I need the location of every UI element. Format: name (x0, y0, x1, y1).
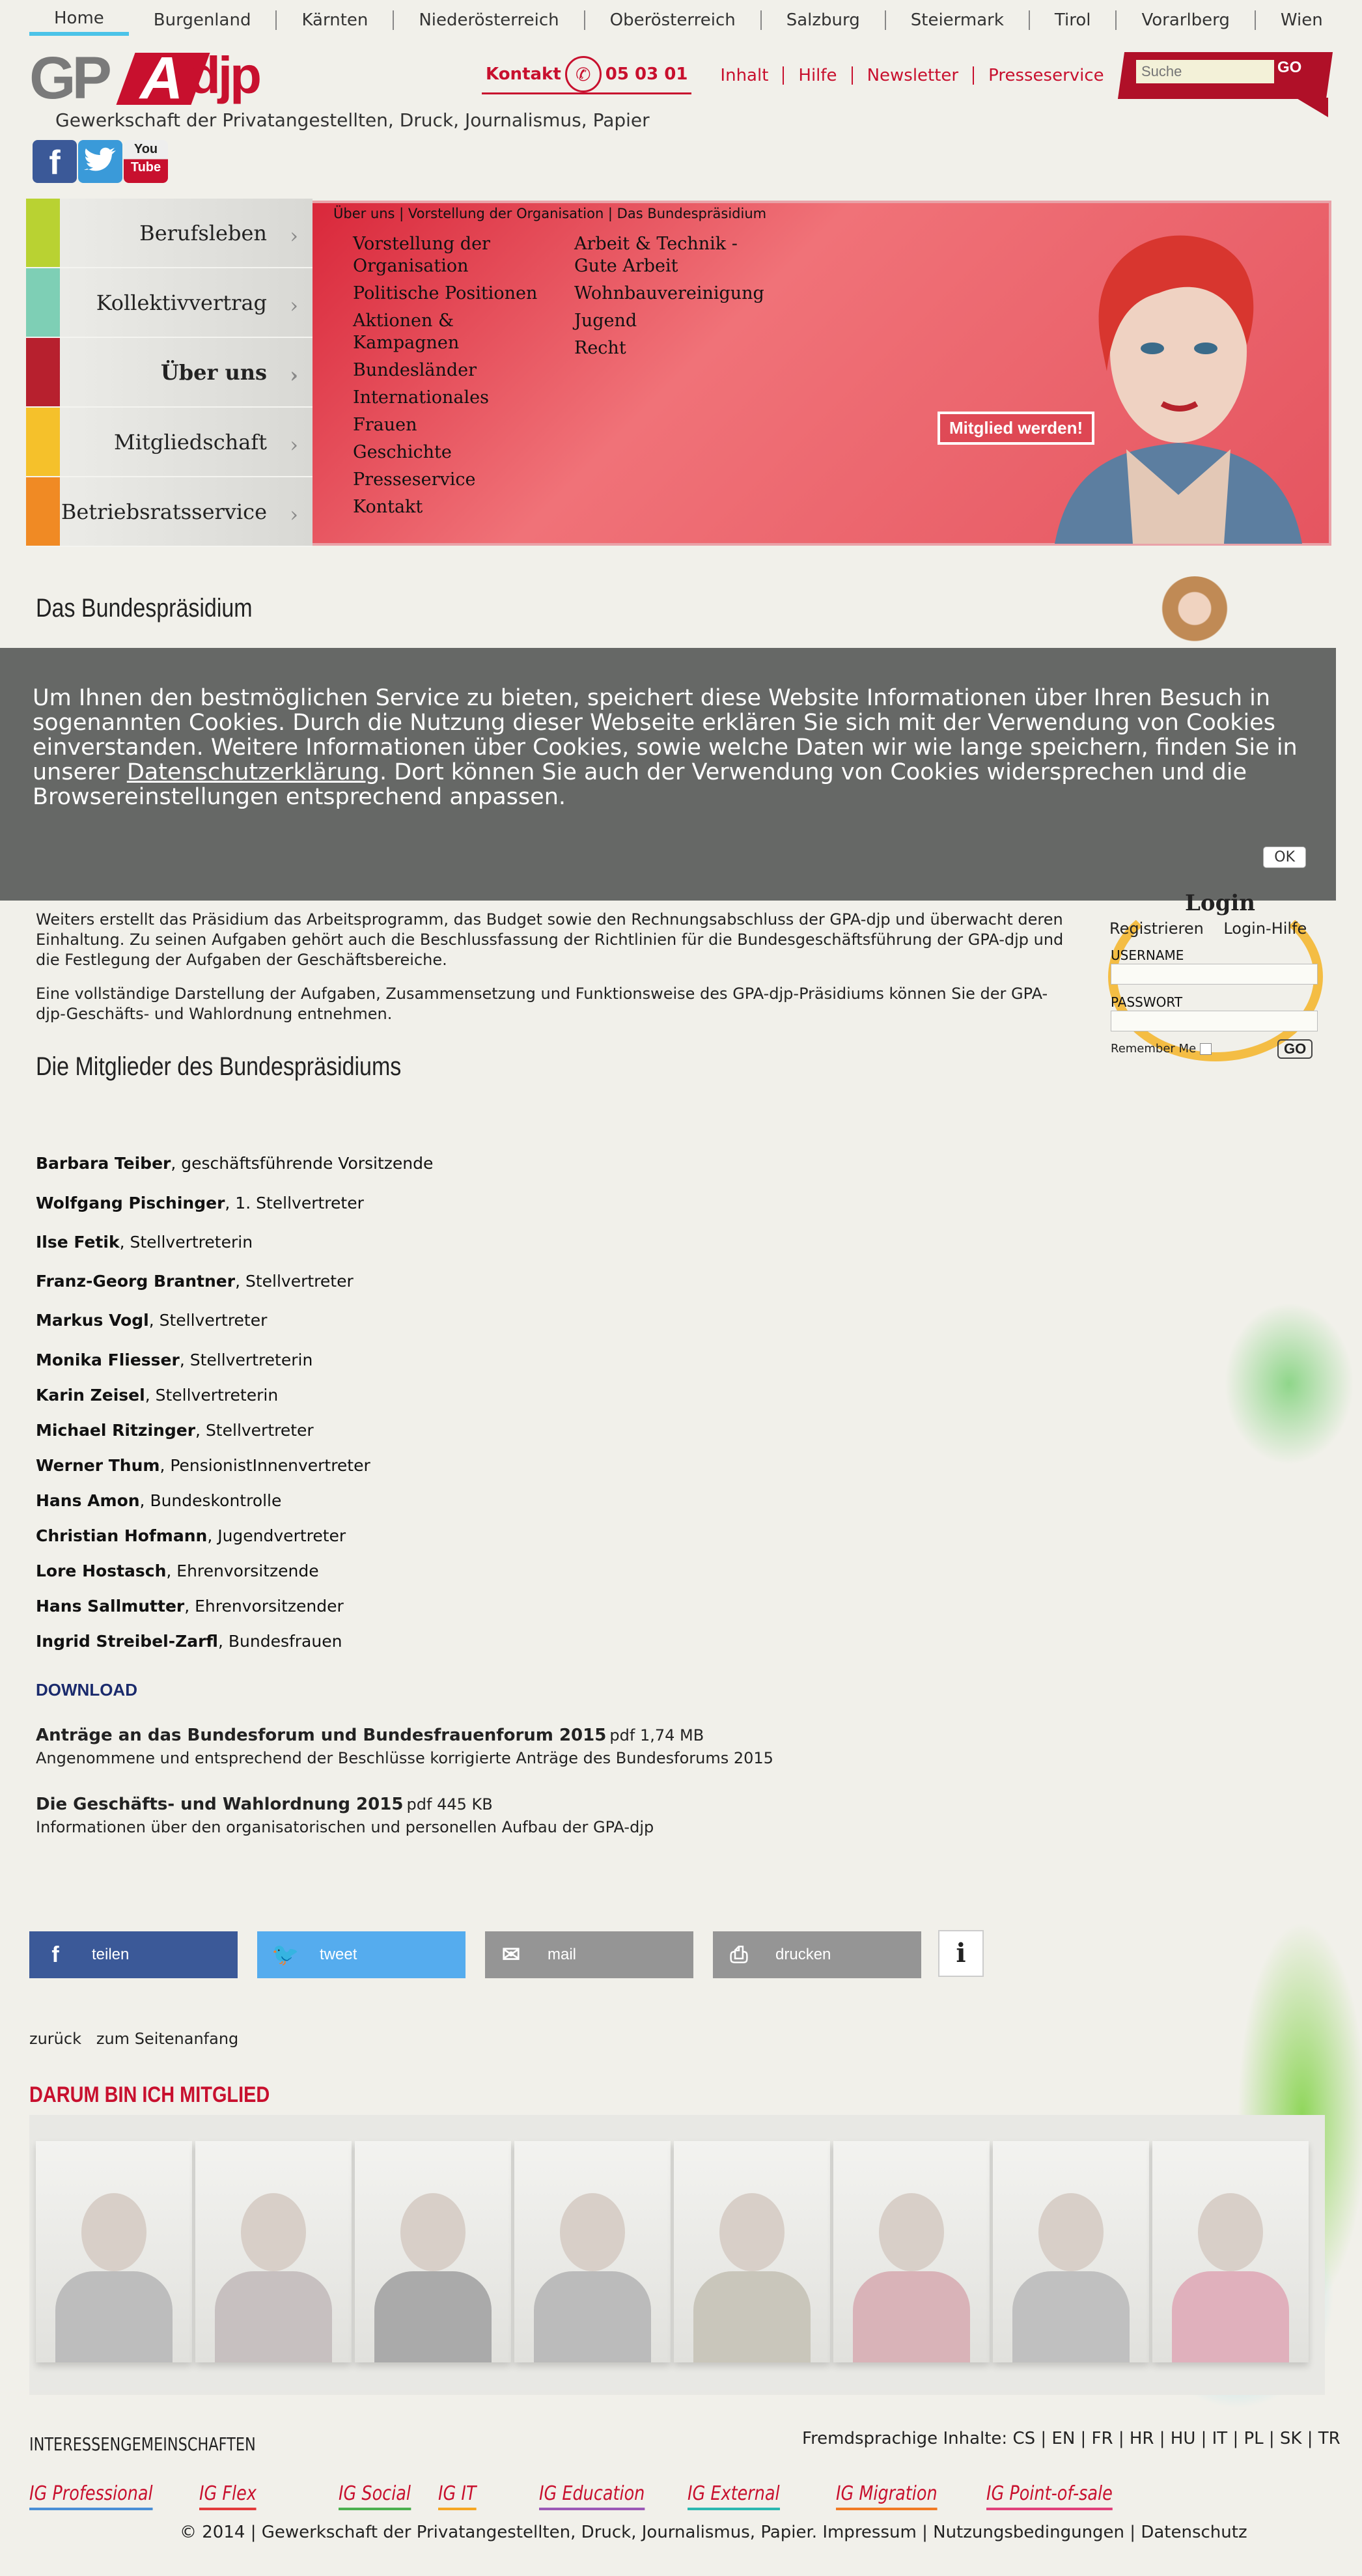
menu-item[interactable]: Berufsleben › (26, 199, 313, 268)
cookie-banner: Um Ihnen den bestmöglichen Service zu bieten, speichert diese Website Informationen über Ihren Besuch in sogenannten Cookies. Durch die Nutzung dieser Webseite erklären Sie sich mit der Verwendung von Cookies einverstanden. Weitere Informationen über Cookies, sowie welche Daten wir wie lange speichern, finden Sie in unserer Datenschutzerklärung. Dort können Sie auch der Verwendung von Cookies widersprechen und die Browsereinstellungen entsprechend anpassen. OK (0, 648, 1336, 901)
region-nav-item[interactable]: Home (29, 8, 129, 36)
submenu-item[interactable]: Presseservice (353, 469, 476, 490)
login-help-link[interactable]: Login-Hilfe (1223, 919, 1307, 938)
region-nav-item[interactable]: Vorarlberg (1117, 10, 1255, 30)
chevron-right-icon: › (290, 363, 298, 387)
menu-item[interactable]: Betriebsratsservice › (26, 477, 313, 547)
cookie-ok-button[interactable]: OK (1263, 847, 1306, 868)
submenu-col2 (574, 233, 764, 365)
youtube-icon[interactable]: You Tube (124, 140, 168, 183)
member-entry: Markus Vogl, Stellvertreter (36, 1311, 268, 1330)
member-entry: Michael Ritzinger, Stellvertreter (36, 1421, 314, 1440)
download-item[interactable]: Die Geschäfts- und Wahlordnung 2015 pdf 445 KB Informationen über den organisatorischen und personellen Aufbau der GPA-djp (36, 1795, 654, 1836)
submenu-item[interactable]: Arbeit & Technik - Gute Arbeit (574, 234, 738, 276)
twitter-icon: 🐦 (271, 1942, 299, 1967)
ig-link[interactable]: IG Education (539, 2482, 645, 2510)
member-entry: Werner Thum, PensionistInnenvertreter (36, 1456, 370, 1475)
member-entry: Christian Hofmann, Jugendvertreter (36, 1526, 346, 1545)
twitter-icon[interactable] (78, 140, 122, 183)
copyright-footer: © 2014 | Gewerkschaft der Privatangestellten, Druck, Journalismus, Papier. Impressum | Nutzungsbedingungen | Datenschutz (180, 2523, 1247, 2542)
region-nav-item[interactable]: Burgenland (129, 10, 277, 30)
mitglied-werden-button[interactable]: Mitglied werden! (938, 412, 1094, 445)
member-photo-card[interactable] (514, 2141, 671, 2362)
back-link[interactable]: zurück (29, 2030, 81, 2048)
chevron-right-icon: › (290, 293, 298, 318)
member-photo-card[interactable] (1152, 2141, 1309, 2362)
submenu-item[interactable]: Frauen (353, 415, 417, 435)
search-input[interactable] (1136, 60, 1274, 83)
avatar (1159, 576, 1230, 648)
member-entry: Karin Zeisel, Stellvertreterin (36, 1386, 279, 1405)
darum-heading: DARUM BIN ICH MITGLIED (29, 2082, 270, 2107)
member-gallery[interactable] (29, 2115, 1325, 2395)
download-heading: DOWNLOAD (36, 1680, 137, 1700)
region-nav-item[interactable]: Steiermark (886, 10, 1030, 30)
facebook-icon[interactable]: f (33, 140, 77, 183)
region-nav-item[interactable]: Salzburg (762, 10, 886, 30)
datenschutz-link[interactable]: Datenschutzerklärung (126, 759, 380, 785)
chevron-right-icon: › (290, 502, 298, 527)
username-label: USERNAME (1111, 947, 1184, 963)
member-entry: Barbara Teiber, geschäftsführende Vorsitzende (36, 1154, 434, 1173)
logo-gp-text: GP (29, 45, 108, 111)
member-entry: Ilse Fetik, Stellvertreterin (36, 1233, 253, 1252)
region-nav-item[interactable]: Wien (1280, 10, 1323, 30)
page-title: Das Bundespräsidium (36, 594, 253, 623)
hero-photo (1029, 215, 1322, 544)
region-nav-item[interactable]: Kärnten (277, 10, 394, 30)
member-photo-card[interactable] (993, 2141, 1149, 2362)
submenu-item[interactable]: Kontakt (353, 497, 423, 517)
menu-item[interactable]: Mitgliedschaft › (26, 408, 313, 477)
member-entry: Wolfgang Pischinger, 1. Stellvertreter (36, 1194, 364, 1212)
ig-link[interactable]: IG Professional (29, 2482, 153, 2510)
password-label: PASSWORT (1111, 994, 1183, 1010)
info-icon[interactable]: i (938, 1930, 984, 1977)
submenu-item[interactable]: Bundesländer (353, 360, 477, 380)
phone-icon: ✆ (565, 56, 602, 92)
share-print-button[interactable]: ⎙ drucken (713, 1931, 921, 1978)
top-link[interactable]: zum Seitenanfang (96, 2030, 239, 2048)
newsletter-link[interactable]: Newsletter (853, 66, 975, 85)
kontakt-link[interactable]: Kontakt ✆ 05 03 01 (482, 56, 691, 94)
header-links (482, 56, 1119, 94)
region-nav-item[interactable]: Oberösterreich (585, 10, 762, 30)
member-entry: Hans Sallmutter, Ehrenvorsitzender (36, 1597, 344, 1616)
ig-link[interactable]: IG Migration (836, 2482, 938, 2510)
member-photo-card[interactable] (36, 2141, 192, 2362)
ig-link[interactable]: IG Flex (199, 2482, 257, 2510)
share-twitter-button[interactable]: 🐦 tweet (257, 1931, 466, 1978)
logo-djp: djp (189, 46, 259, 104)
presseservice-link[interactable]: Presseservice (988, 65, 1104, 85)
submenu-item[interactable]: Wohnbauvereinigung (574, 283, 764, 303)
remember-label: Remember Me (1111, 1042, 1197, 1056)
tagline: Gewerkschaft der Privatangestellten, Druck, Journalismus, Papier (55, 109, 650, 131)
logo-a-text: A (140, 45, 184, 111)
member-entry: Franz-Georg Brantner, Stellvertreter (36, 1272, 354, 1291)
download-item[interactable]: Anträge an das Bundesforum und Bundesfrauenforum 2015 pdf 1,74 MB Angenommene und entsprechend der Beschlüsse korrigierte Anträge des Bundesforums 2015 (36, 1726, 773, 1767)
password-input[interactable] (1111, 1011, 1318, 1031)
print-icon: ⎙ (730, 1942, 748, 1967)
intro-paragraph: Weiters erstellt das Präsidium das Arbeitsprogramm, das Budget sowie den Rechnungsabschluss der GPA-djp und überwacht deren Einhaltung. Zu seinen Aufgaben gehört auch die Beschlussfassung der Richtlinien für die Bundesgeschäftsführung der GPA-djp und die Festlegung der Aufgaben der Geschäftsbereiche. (36, 910, 1064, 969)
register-link[interactable]: Registrieren (1109, 919, 1204, 938)
region-nav (0, 0, 1362, 40)
share-mail-button[interactable]: ✉ mail (485, 1931, 693, 1978)
member-photo-card[interactable] (355, 2141, 511, 2362)
login-go-button[interactable]: GO (1277, 1039, 1313, 1059)
inhalt-link[interactable]: Inhalt (706, 66, 784, 85)
submenu-item[interactable]: Recht (574, 338, 626, 358)
chevron-right-icon: › (290, 223, 298, 248)
ig-link[interactable]: IG Social (339, 2482, 411, 2510)
region-nav-item[interactable]: Niederösterreich (394, 10, 585, 30)
member-entry: Hans Amon, Bundeskontrolle (36, 1491, 282, 1510)
region-nav-item[interactable]: Tirol (1030, 10, 1117, 30)
submenu-col1 (353, 233, 548, 524)
facebook-icon: f (51, 1942, 59, 1967)
login-title: Login (1185, 890, 1255, 916)
username-input[interactable] (1111, 964, 1318, 985)
member-entry: Monika Fliesser, Stellvertreterin (36, 1351, 313, 1369)
main-menu (26, 199, 313, 547)
share-facebook-button[interactable]: f teilen (29, 1931, 238, 1978)
paint-splash (1224, 1302, 1354, 1465)
ig-heading: INTERESSENGEMEINSCHAFTEN (29, 2433, 256, 2455)
submenu-item[interactable]: Geschichte (353, 442, 452, 462)
submenu-item[interactable]: Jugend (574, 311, 637, 331)
members-heading: Die Mitglieder des Bundespräsidiums (36, 1052, 402, 1081)
member-photo-card[interactable] (674, 2141, 830, 2362)
submenu-item[interactable]: Aktionen & Kampagnen (353, 311, 460, 353)
search-go-button[interactable]: GO (1277, 59, 1302, 76)
foreign-language-links[interactable]: Fremdsprachige Inhalte: CS | EN | FR | HR | HU | IT | PL | SK | TR (802, 2429, 1341, 2448)
submenu-item[interactable]: Politische Positionen (353, 283, 538, 303)
ig-link[interactable]: IG External (688, 2482, 780, 2510)
menu-item[interactable]: Über uns › (26, 338, 313, 408)
ig-link[interactable]: IG IT (438, 2482, 476, 2510)
rules-paragraph: Eine vollständige Darstellung der Aufgaben, Zusammensetzung und Funktionsweise des GPA-djp-Präsidiums können Sie der GPA-djp-Geschäfts- und Wahlordnung entnehmen. (36, 985, 1048, 1023)
member-entry: Lore Hostasch, Ehrenvorsitzende (36, 1561, 319, 1580)
submenu-item[interactable]: Vorstellung der Organisation (353, 234, 490, 276)
mail-icon: ✉ (501, 1942, 521, 1967)
menu-item[interactable]: Kollektivvertrag › (26, 268, 313, 338)
remember-checkbox[interactable] (1200, 1043, 1212, 1055)
submenu-item[interactable]: Internationales (353, 387, 489, 408)
hilfe-link[interactable]: Hilfe (784, 66, 852, 85)
chevron-right-icon: › (290, 432, 298, 457)
member-photo-card[interactable] (833, 2141, 990, 2362)
member-photo-card[interactable] (195, 2141, 352, 2362)
phone-number: 05 03 01 (605, 64, 688, 84)
breadcrumb[interactable]: Über uns | Vorstellung der Organisation | Das Bundespräsidium (333, 206, 767, 221)
member-entry: Ingrid Streibel-Zarfl, Bundesfrauen (36, 1632, 342, 1651)
ig-link[interactable]: IG Point-of-sale (986, 2482, 1113, 2510)
